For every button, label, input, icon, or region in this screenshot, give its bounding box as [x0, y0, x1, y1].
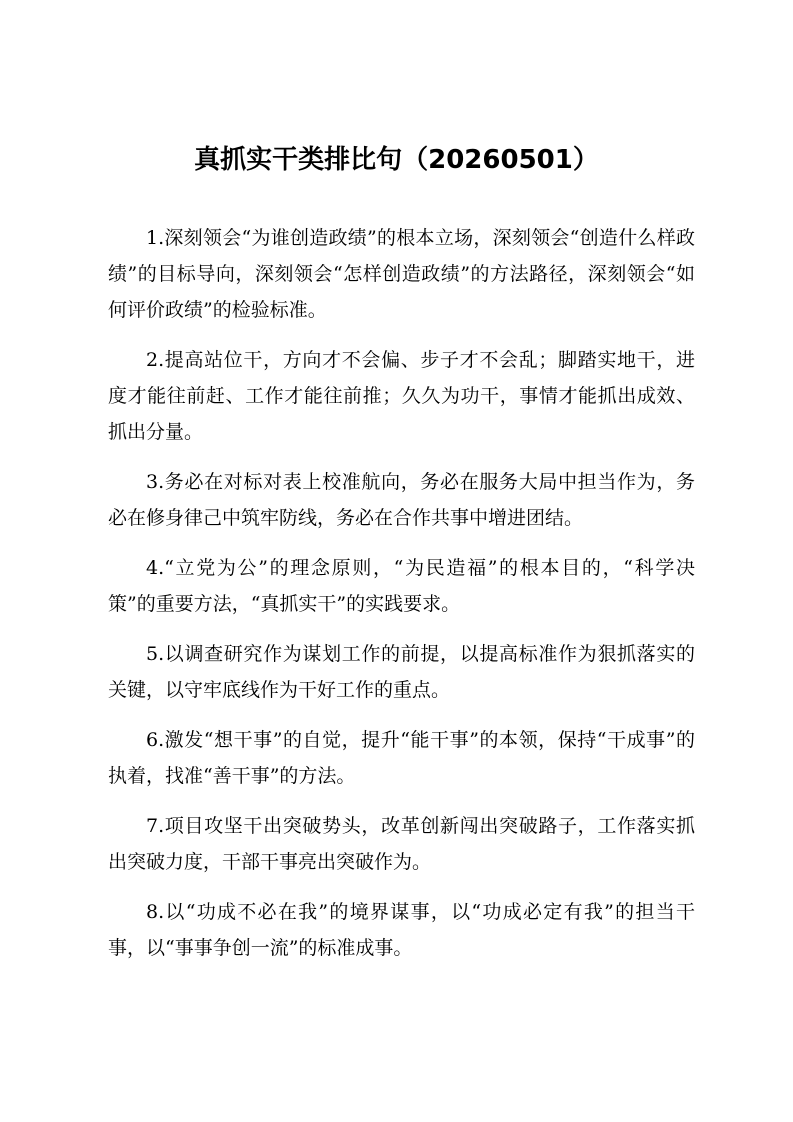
paragraph-5: 5.以调查研究作为谋划工作的前提，以提高标准作为狠抓落实的关键，以守牢底线作为干好工作的重点。: [108, 643, 695, 701]
paragraph-1: 1.深刻领会“为谁创造政绩”的根本立场，深刻领会“创造什么样政绩”的目标导向，深刻领会“怎样创造政绩”的方法路径，深刻领会“如何评价政绩”的检验标准。: [108, 227, 695, 321]
paragraph-6: 6.激发“想干事”的自觉，提升“能干事”的本领，保持“干成事”的执着，找准“善干事”的方法。: [108, 729, 695, 787]
paragraph-3: 3.务必在对标对表上校准航向，务必在服务大局中担当作为，务必在修身律己中筑牢防线，务必在合作共事中增进团结。: [108, 471, 695, 529]
paragraph-4: 4.“立党为公”的理念原则，“为民造福”的根本目的，“科学决策”的重要方法，“真抓实干”的实践要求。: [108, 557, 695, 615]
page-title: 真抓实干类排比句（20260501）: [194, 145, 599, 175]
paragraph-2: 2.提高站位干，方向才不会偏、步子才不会乱；脚踏实地干，进度才能往前赶、工作才能往前推；久久为功干，事情才能抓出成效、抓出分量。: [108, 349, 695, 443]
document-body: [108, 220, 695, 980]
paragraph-7: 7.项目攻坚干出突破势头，改革创新闯出突破路子，工作落实抓出突破力度，干部干事亮出突破作为。: [108, 815, 695, 873]
paragraph-8: 8.以“功成不必在我”的境界谋事，以“功成必定有我”的担当干事，以“事事争创一流”的标准成事。: [108, 901, 695, 959]
